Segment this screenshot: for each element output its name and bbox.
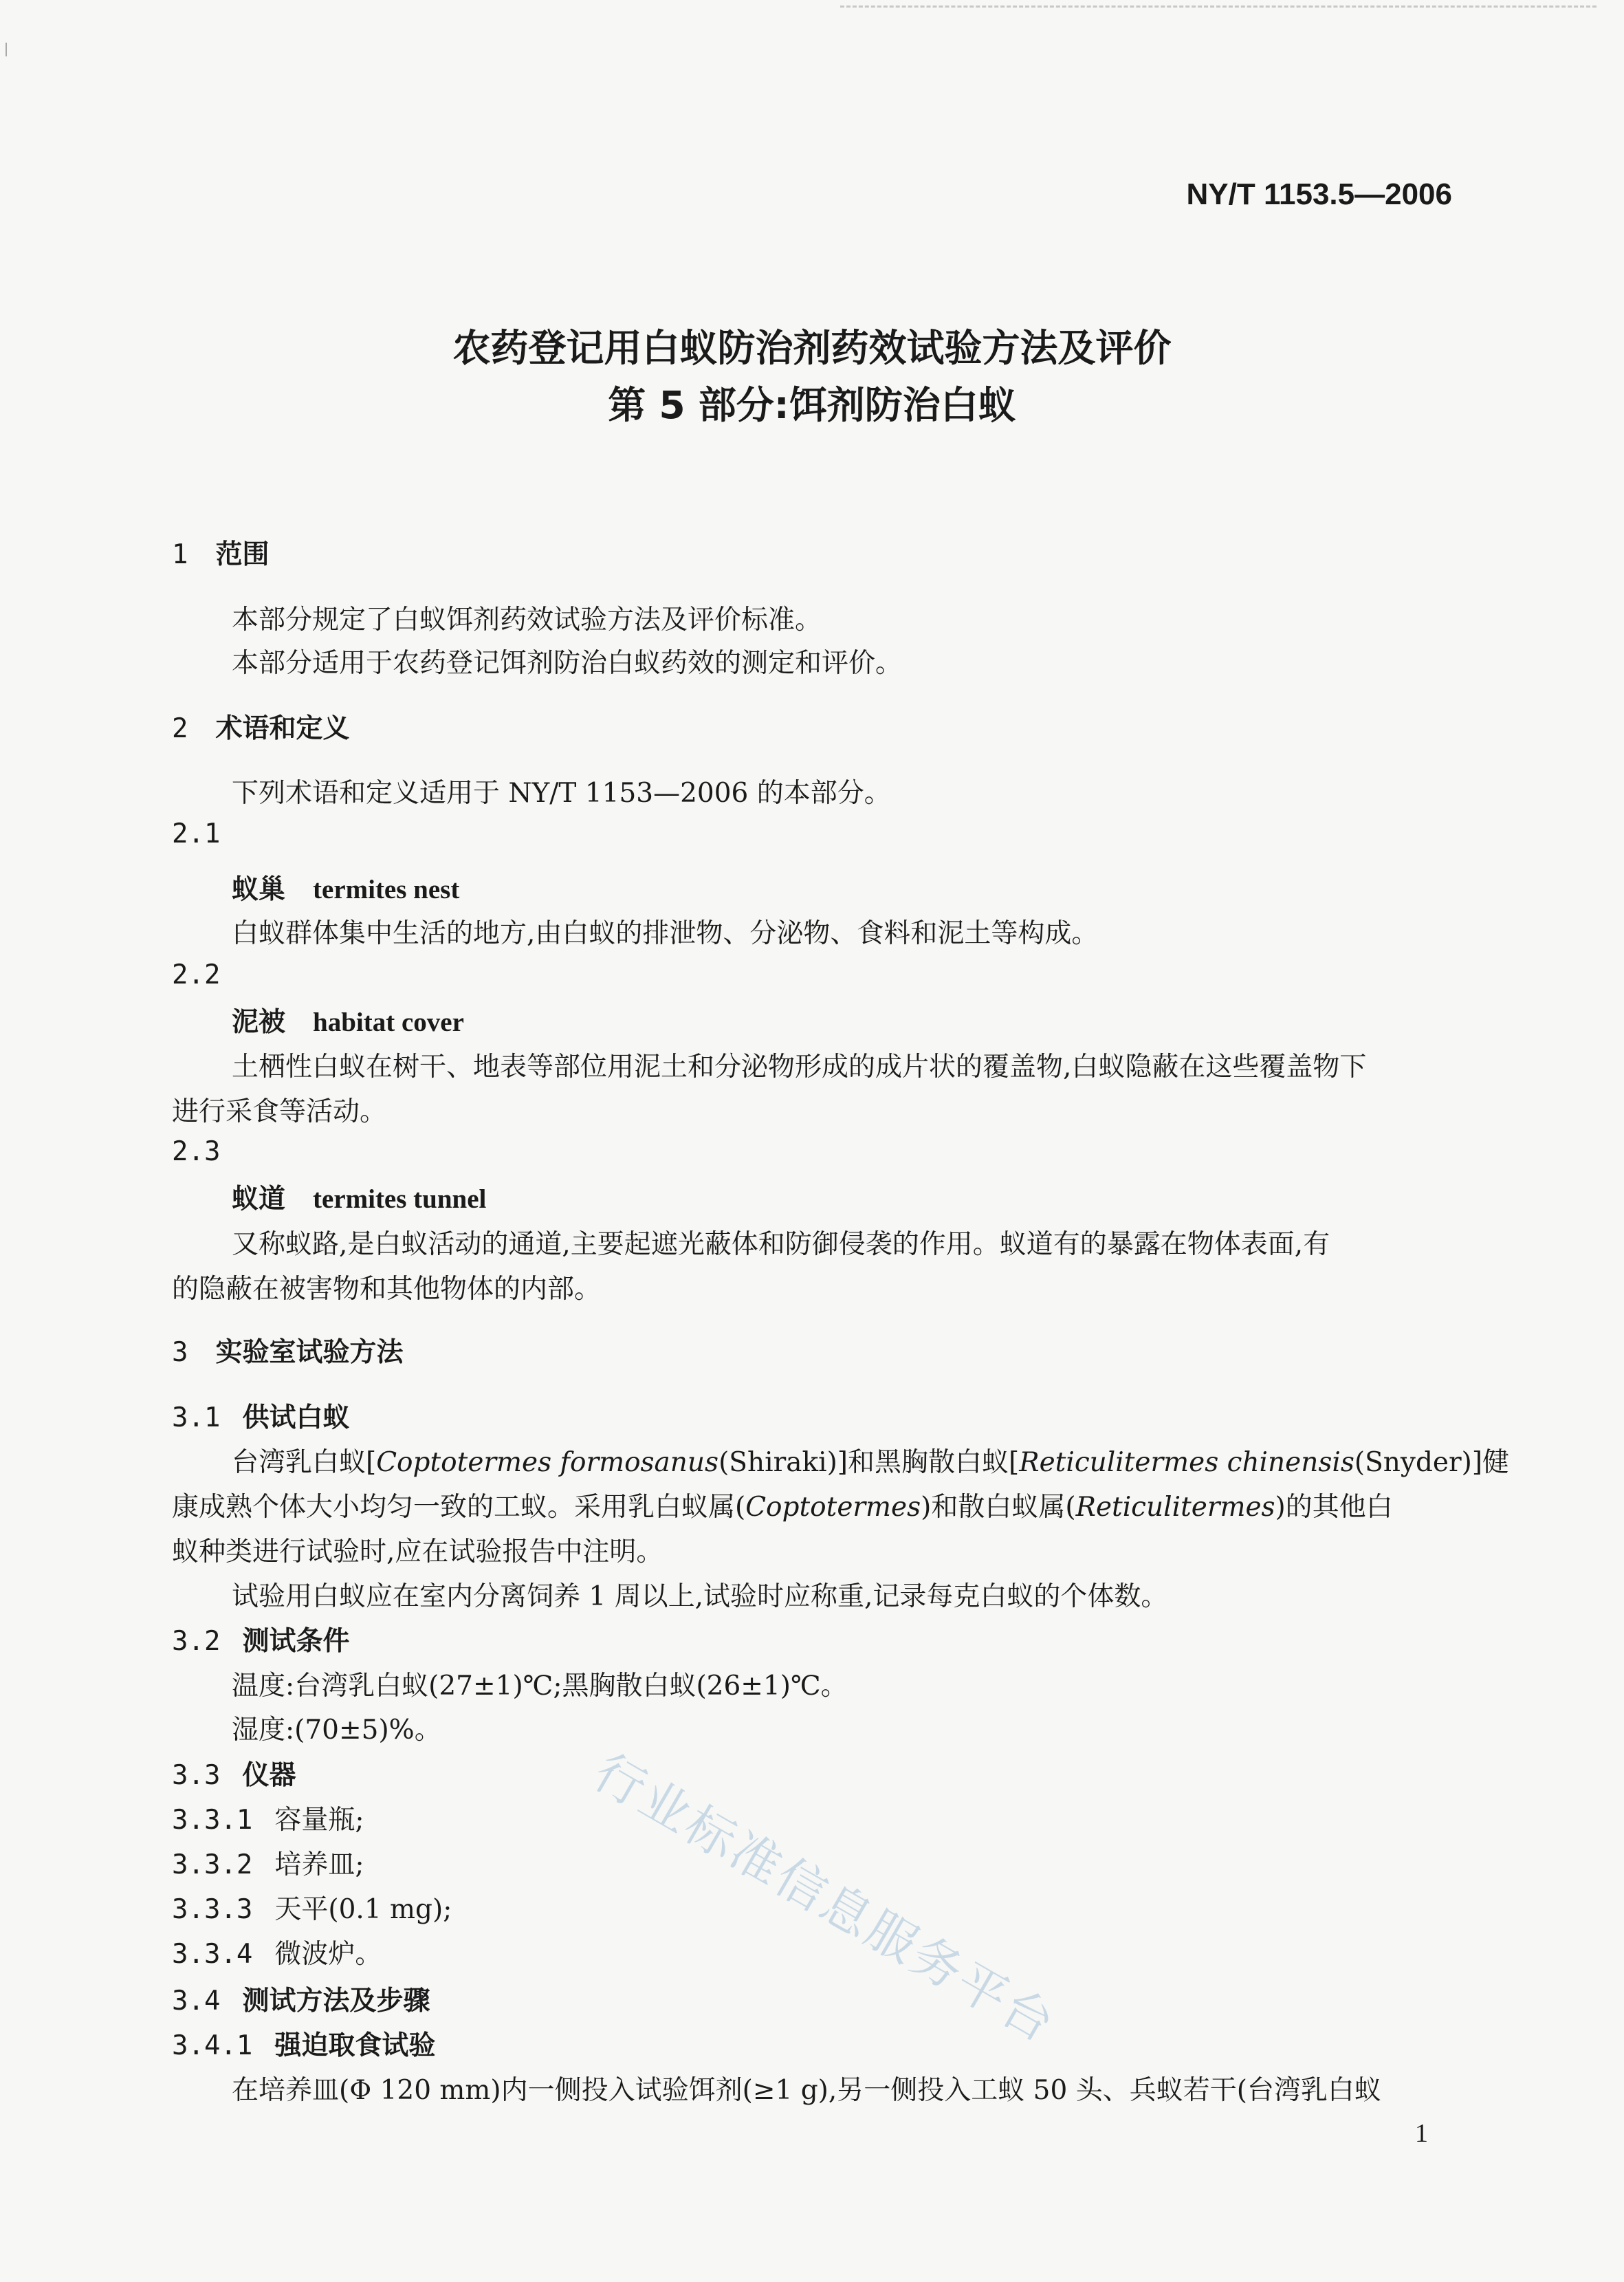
s3-1-line-2: 康成熟个体大小均匀一致的工蚁。采用乳白蚁属(Coptotermes)和散白蚁属(Reticulitermes)的其他白 (172, 1492, 1393, 1523)
instrument-item: 3.3.4 微波炉。 (172, 1939, 382, 1970)
s3-2-temperature: 温度:台湾乳白蚁(27±1)℃;黑胸散白蚁(26±1)℃。 (232, 1671, 848, 1702)
section-3-2-heading: 3.2 测试条件 (172, 1626, 350, 1657)
s3-2-humidity: 湿度:(70±5)%。 (232, 1715, 441, 1746)
section-3-3-heading: 3.3 仪器 (172, 1760, 296, 1791)
section-3-heading: 3 实验室试验方法 (172, 1337, 404, 1368)
instrument-item: 3.3.1 容量瓶; (172, 1805, 364, 1836)
term-2-3-title: 蚁道 termites tunnel (232, 1183, 487, 1215)
section-3-1-heading: 3.1 供试白蚁 (172, 1402, 350, 1433)
s3-1-line-3: 蚁种类进行试验时,应在试验报告中注明。 (172, 1536, 663, 1567)
s2-intro: 下列术语和定义适用于 NY/T 1153—2006 的本部分。 (232, 778, 891, 809)
s1-para-1: 本部分规定了白蚁饵剂药效试验方法及评价标准。 (232, 605, 822, 635)
s1-para-2: 本部分适用于农药登记饵剂防治白蚁药效的测定和评价。 (232, 648, 903, 679)
term-2-2-number: 2.2 (172, 959, 221, 990)
term-2-1-definition: 白蚁群体集中生活的地方,由白蚁的排泄物、分泌物、食料和泥土等构成。 (232, 918, 1099, 949)
term-2-2-title: 泥被 habitat cover (232, 1006, 464, 1038)
standard-number: NY/T 1153.5—2006 (1186, 177, 1452, 211)
title-line-2: 第 5 部分:饵剂防治白蚁 (608, 383, 1016, 427)
term-2-3-definition-line-2: 的隐蔽在被害物和其他物体的内部。 (172, 1274, 602, 1305)
section-2-heading: 2 术语和定义 (172, 713, 350, 744)
term-2-1-number: 2.1 (172, 818, 221, 849)
instrument-item: 3.3.2 培养皿; (172, 1849, 364, 1880)
title-line-1: 农药登记用白蚁防治剂药效试验方法及评价 (452, 326, 1172, 370)
term-2-3-number: 2.3 (172, 1136, 221, 1167)
scan-edge-marks (840, 6, 1596, 9)
watermark: 行业标准信息服务平台 (584, 1742, 1066, 2054)
scan-edge-mark (6, 43, 7, 56)
term-2-3-definition-line-1: 又称蚁路,是白蚁活动的通道,主要起遮光蔽体和防御侵袭的作用。蚁道有的暴露在物体表面,有 (232, 1229, 1330, 1260)
page-number: 1 (1415, 2119, 1428, 2148)
term-2-1-title: 蚁巢 termites nest (232, 873, 460, 905)
s3-1-line-4: 试验用白蚁应在室内分离饲养 1 周以上,试验时应称重,记录每克白蚁的个体数。 (232, 1581, 1168, 1612)
section-3-4-1-heading: 3.4.1 强迫取食试验 (172, 2030, 436, 2061)
instrument-item: 3.3.3 天平(0.1 mg); (172, 1894, 452, 1925)
term-2-2-definition-line-1: 土栖性白蚁在树干、地表等部位用泥土和分泌物形成的成片状的覆盖物,白蚁隐蔽在这些覆盖物下 (232, 1052, 1367, 1083)
s3-1-line-1: 台湾乳白蚁[Coptotermes formosanus(Shiraki)]和黑胸散白蚁[Reticulitermes chinensis(Snyder)]健 (232, 1447, 1510, 1478)
section-1-heading: 1 范围 (172, 539, 270, 570)
term-2-2-definition-line-2: 进行采食等活动。 (172, 1096, 387, 1127)
section-3-4-heading: 3.4 测试方法及步骤 (172, 1986, 430, 2017)
s3-4-1-text: 在培养皿(Φ 120 mm)内一侧投入试验饵剂(≥1 g),另一侧投入工蚁 50 头、兵蚁若干(台湾乳白蚁 (232, 2075, 1381, 2106)
